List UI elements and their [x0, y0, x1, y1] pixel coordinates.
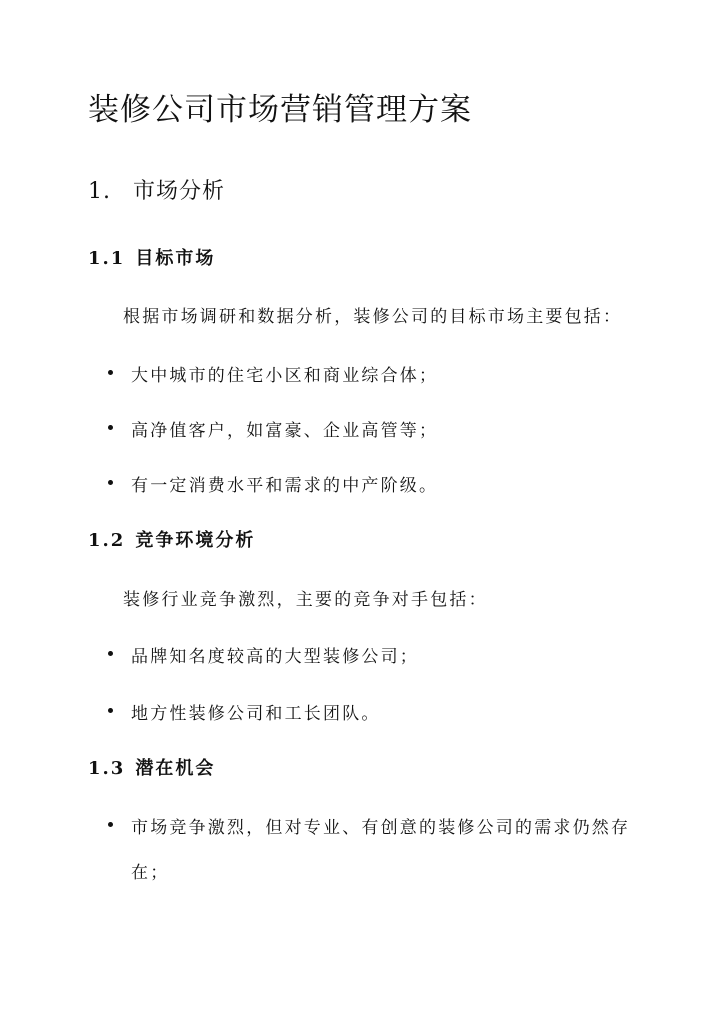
section-number: 1. [88, 179, 111, 204]
bullet-icon [108, 822, 113, 827]
subsection-title: 竞争环境分析 [135, 530, 256, 551]
list-item-text: 高净值客户，如富豪、企业高管等； [131, 421, 439, 441]
paragraph-intro-competition: 装修行业竞争激烈，主要的竞争对手包括： [123, 590, 488, 610]
list-item-text: 市场竞争激烈，但对专业、有创意的装修公司的需求仍然存 [131, 818, 631, 838]
subsection-title: 目标市场 [135, 248, 216, 269]
section-title: 市场分析 [133, 179, 226, 204]
subsection-heading-1-1 [88, 244, 215, 270]
subsection-number: 1.3 [88, 758, 126, 779]
subsection-number: 1.1 [88, 248, 126, 269]
subsection-number: 1.2 [88, 530, 126, 551]
paragraph-intro-target-market: 根据市场调研和数据分析，装修公司的目标市场主要包括： [123, 307, 623, 327]
bullet-icon [108, 480, 113, 485]
subsection-heading-1-3 [88, 754, 215, 780]
list-item-continuation: 在； [131, 863, 170, 883]
list-item-text: 有一定消费水平和需求的中产阶级。 [131, 476, 439, 496]
list-item-text: 地方性装修公司和工长团队。 [131, 704, 381, 724]
list-item-text: 大中城市的住宅小区和商业综合体； [131, 366, 439, 386]
bullet-icon [108, 370, 113, 375]
subsection-title: 潜在机会 [135, 758, 216, 779]
subsection-heading-1-2 [88, 526, 255, 552]
document-title: 装修公司市场营销管理方案 [88, 92, 472, 128]
section-heading-1 [88, 174, 225, 205]
bullet-icon [108, 708, 113, 713]
list-item-text: 品牌知名度较高的大型装修公司； [131, 647, 419, 667]
bullet-icon [108, 425, 113, 430]
bullet-icon [108, 651, 113, 656]
